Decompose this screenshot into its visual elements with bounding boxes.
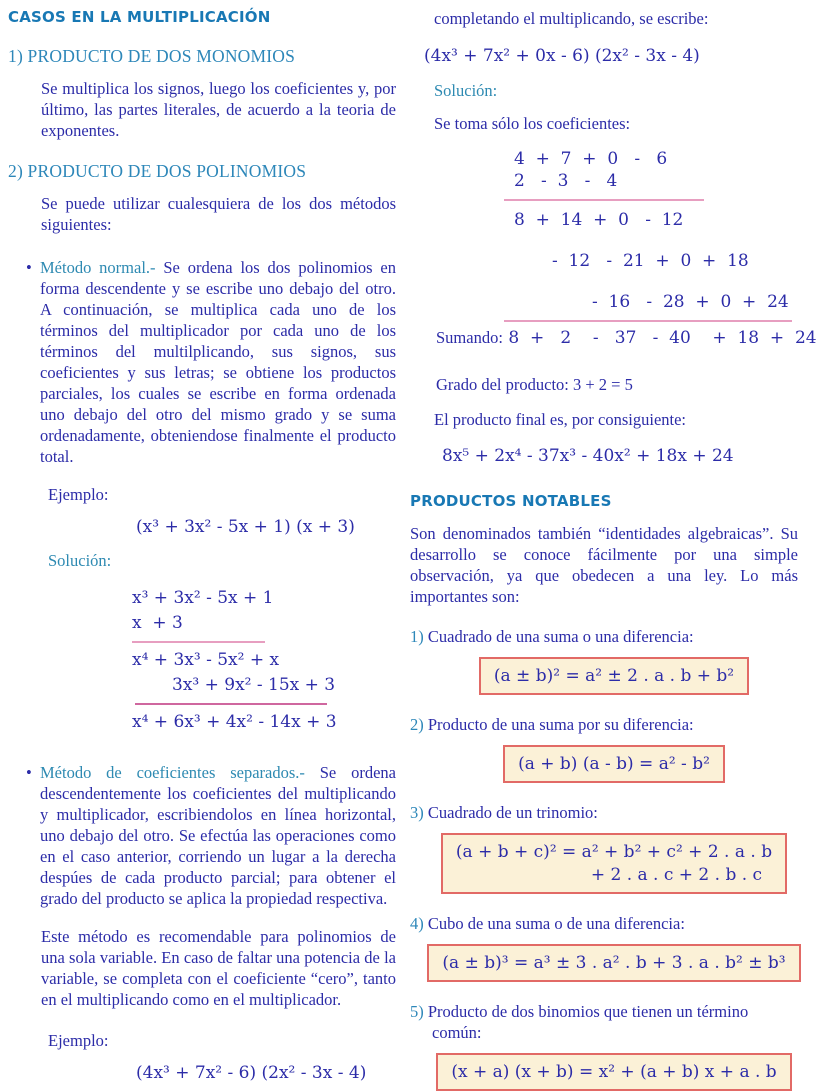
degree-line: Grado del producto: 3 + 2 = 5 bbox=[436, 375, 633, 394]
section-1-heading: 1) PRODUCTO DE DOS MONOMIOS bbox=[8, 46, 296, 66]
item-title: Cubo de una suma o de una diferencia: bbox=[423, 914, 685, 933]
final-product-text: El producto final es, por consiguiente: bbox=[434, 410, 687, 429]
partial-products bbox=[514, 209, 800, 313]
example-2-formula: (4x³ + 7x² - 6) (2x² - 3x - 4) bbox=[136, 1063, 367, 1083]
item-number: 1) bbox=[410, 627, 424, 646]
identity-formula: (a ± b)² = a² ± 2 . a . b + b² bbox=[493, 666, 735, 686]
method-coef-note: Este método es recomendable para polinomios de una sola variable. En caso de faltar una potencia de la variable, se completa con el coeficiente “cero”, tanto en el multiplicando como en el multiplicador. bbox=[41, 927, 396, 1009]
method-coef-body: Se ordena descendentemente los coeficientes del multiplicando y multiplicador, escribiendolos en línea horizontal, uno debajo del otro. Se efectúa las operaciones como en el caso anterior, corriendo un lugar a la derecha despúes de cada producto parcial; para obtener el grado del producto se aplica la propiedad respectiva. bbox=[40, 763, 396, 908]
method-coef-text bbox=[40, 762, 398, 909]
notable-item-2 bbox=[408, 714, 800, 783]
notables-title: PRODUCTOS NOTABLES bbox=[410, 492, 612, 510]
coef-row: 4 + 7 + 0 - 6 bbox=[514, 149, 668, 169]
bullet-icon: • bbox=[26, 763, 32, 782]
notable-heading bbox=[410, 802, 800, 823]
coef-row: - 12 - 21 + 0 + 18 bbox=[552, 251, 749, 271]
solution-2-label: Solución: bbox=[434, 81, 498, 100]
page-title: CASOS EN LA MULTIPLICACIÓN bbox=[8, 8, 271, 26]
method-normal-bullet bbox=[26, 257, 398, 467]
identity-box bbox=[427, 944, 800, 982]
item-title: Producto de una suma por su diferencia: bbox=[423, 715, 694, 734]
solution-1-label: Solución: bbox=[48, 551, 112, 570]
bullet-icon: • bbox=[26, 258, 32, 277]
work-line-total: x⁴ + 6x³ + 4x² - 14x + 3 bbox=[132, 712, 337, 732]
example-1-formula: (x³ + 3x² - 5x + 1) (x + 3) bbox=[136, 517, 355, 537]
identity-box bbox=[441, 833, 787, 894]
example-1-label: Ejemplo: bbox=[48, 485, 109, 504]
coefficients-formula: (4x³ + 7x² + 0x - 6) (2x² - 3x - 4) bbox=[424, 46, 700, 66]
section-2-paragraph: Se puede utilizar cualesquiera de los dos métodos siguientes: bbox=[41, 194, 396, 234]
continuation-paragraph: completando el multiplicando, se escribe: bbox=[434, 9, 709, 28]
work-line: x + 3 bbox=[132, 613, 183, 633]
sum-values: 8 + 2 - 37 - 40 + 18 + 24 bbox=[502, 328, 817, 348]
identity-formula-line2: + 2 . a . c + 2 . b . c bbox=[590, 865, 763, 885]
coef-intro: Se toma sólo los coeficientes: bbox=[434, 114, 631, 133]
method-normal-text bbox=[40, 257, 398, 467]
final-product-formula: 8x⁵ + 2x⁴ - 37x³ - 40x² + 18x + 24 bbox=[442, 446, 734, 466]
notables-intro: Son denominados también “identidades algebraicas”. Su desarrollo se conoce fácilmente por una simple observación, ya que obedecen a una ley. Lo más importantes son: bbox=[410, 524, 798, 606]
pink-rule bbox=[132, 641, 265, 643]
identity-formula: (a + b) (a - b) = a² - b² bbox=[518, 754, 710, 774]
coef-row: 8 + 14 + 0 - 12 bbox=[514, 210, 684, 230]
item-number: 2) bbox=[410, 715, 424, 734]
left-column bbox=[8, 6, 400, 1083]
identity-formula: (a ± b)³ = a³ ± 3 . a² . b + 3 . a . b² ± b³ bbox=[442, 953, 786, 973]
coefficients-working bbox=[514, 148, 800, 192]
method-normal-label: Método normal.- bbox=[40, 258, 156, 277]
item-number: 3) bbox=[410, 803, 424, 822]
item-title: Cuadrado de una suma o una diferencia: bbox=[423, 627, 694, 646]
item-number: 4) bbox=[410, 914, 424, 933]
sum-label: Sumando: bbox=[436, 328, 503, 347]
method-normal-body: Se ordena los dos polinomios en forma descendente y se escribe uno debajo del otro. A continuación, se multiplica cada uno de los términos del multiplicador por cada uno de los términos del multilplicando, sus signos, sus coeficientes y sus letras; se obtiene los productos parciales, los cuales se escribe en forma ordenada uno debajo del otro del mismo grado y se suma ordenadamente, obteniendose finalmente el producto total. bbox=[40, 258, 396, 466]
right-column bbox=[408, 6, 817, 1082]
identity-formula: (x + a) (x + b) = x² + (a + b) x + a . b bbox=[451, 1062, 777, 1082]
method-coef-label: Método de coeficientes separados.- bbox=[40, 763, 305, 782]
pink-rule bbox=[504, 199, 704, 201]
pink-rule bbox=[135, 703, 327, 705]
identity-formula: (a + b + c)² = a² + b² + c² + 2 . a . b bbox=[455, 842, 773, 862]
example-2-label: Ejemplo: bbox=[48, 1031, 109, 1050]
notable-item-1 bbox=[408, 626, 800, 695]
coef-row: 2 - 3 - 4 bbox=[514, 171, 618, 191]
notable-heading bbox=[410, 1001, 800, 1043]
work-line: x⁴ + 3x³ - 5x² + x bbox=[132, 650, 280, 670]
item-number: 5) bbox=[410, 1002, 424, 1021]
notable-item-4 bbox=[408, 913, 800, 982]
coef-row: - 16 - 28 + 0 + 24 bbox=[592, 292, 789, 312]
method-coef-bullet bbox=[26, 762, 398, 909]
section-1-paragraph: Se multiplica los signos, luego los coeficientes y, por último, las partes literales, de acuerdo a la teoria de exponentes. bbox=[41, 79, 396, 140]
work-line: x³ + 3x² - 5x + 1 bbox=[132, 588, 274, 608]
notable-item-3 bbox=[408, 802, 800, 894]
pink-rule bbox=[504, 320, 792, 322]
identity-box bbox=[436, 1053, 791, 1091]
multiplication-working bbox=[132, 586, 400, 735]
item-title: Producto de dos binomios que tienen un término común: bbox=[423, 1002, 749, 1042]
identity-box bbox=[503, 745, 725, 783]
section-2-heading: 2) PRODUCTO DE DOS POLINOMIOS bbox=[8, 161, 307, 181]
notable-heading bbox=[410, 714, 800, 735]
notable-item-5 bbox=[408, 1001, 800, 1091]
sum-row bbox=[436, 328, 817, 348]
identity-box bbox=[479, 657, 749, 695]
item-title: Cuadrado de un trinomio: bbox=[423, 803, 598, 822]
notable-heading bbox=[410, 626, 800, 647]
work-line: 3x³ + 9x² - 15x + 3 bbox=[172, 675, 336, 695]
notable-heading bbox=[410, 913, 800, 934]
